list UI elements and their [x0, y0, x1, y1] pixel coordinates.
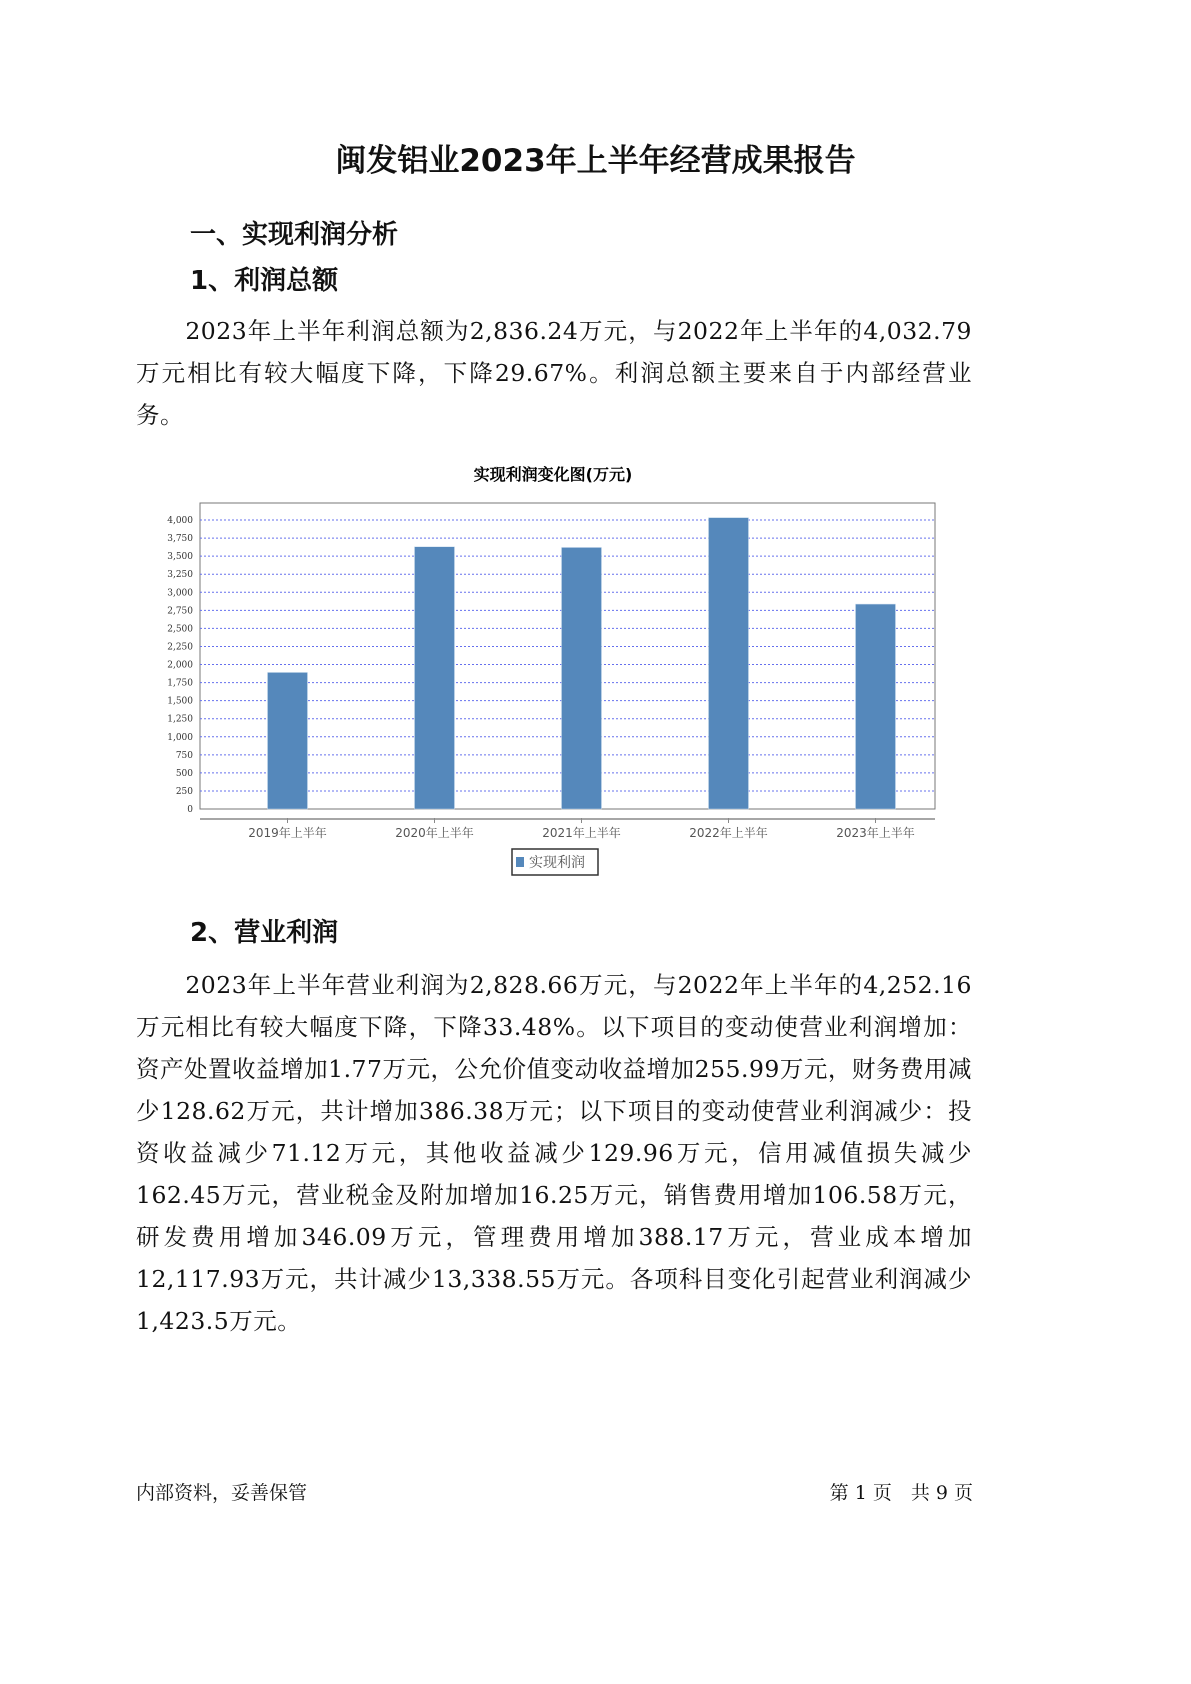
y-tick-label: 4,000 — [167, 516, 193, 526]
legend-label: 实现利润 — [529, 855, 585, 871]
y-tick-label: 3,500 — [167, 552, 193, 563]
y-tick-label: 1,750 — [167, 678, 193, 689]
paragraph-profit-total: 2023年上半年利润总额为2,836.24万元，与2022年上半年的4,032.79万元相比有较大幅度下降，下降29.67%。利润总额主要来自于内部经营业务。 — [136, 317, 972, 429]
y-tick-label: 1,500 — [167, 696, 193, 707]
bar-2020年上半年 — [415, 547, 455, 809]
y-tick-label: 0 — [187, 805, 193, 815]
footer-page-number: 第 1 页 共 9 页 — [829, 1482, 973, 1504]
y-tick-label: 250 — [175, 786, 193, 797]
x-tick-label: 2023年上半年 — [836, 826, 915, 840]
x-tick-label: 2020年上半年 — [395, 826, 474, 840]
y-tick-label: 2,000 — [167, 660, 193, 671]
x-tick-label: 2021年上半年 — [542, 826, 621, 840]
profit-bar-chart — [150, 455, 1020, 895]
chart-title: 实现利润变化图(万元) — [473, 465, 633, 484]
y-tick-label: 3,000 — [167, 588, 193, 599]
y-tick-label: 2,250 — [167, 642, 193, 653]
x-tick-label: 2022年上半年 — [689, 826, 768, 840]
y-tick-label: 3,250 — [167, 570, 193, 581]
bar-2019年上半年 — [268, 672, 308, 809]
y-tick-label: 2,750 — [167, 606, 193, 617]
y-tick-label: 3,750 — [167, 534, 193, 545]
subsection-heading: 1、利润总额 — [190, 266, 339, 296]
subsection-heading: 2、营业利润 — [190, 918, 339, 948]
bar-2021年上半年 — [562, 547, 602, 809]
y-tick-label: 2,500 — [167, 624, 193, 635]
paragraph-operating-profit: 2023年上半年营业利润为2,828.66万元，与2022年上半年的4,252.16万元相比有较大幅度下降，下降33.48%。以下项目的变动使营业利润增加：资产处置收益增加1.77万元，公允价值变动收益增加255.99万元，财务费用减少128.62万元，共计增加386.38万元；以下项目的变动使营业利润减少：投资收益减少71.12万元，其他收益减少129.96万元，信用减值损失减少162.45万元，营业税金及附加增加16.25万元，销售费用增加106.58万元，研发费用增加346.09万元，管理费用增加388.17万元，营业成本增加12,117.93万元，共计减少13,338.55万元。各项科目变化引起营业利润减少1,423.5万元。 — [136, 971, 972, 1335]
bar-2022年上半年 — [709, 518, 749, 809]
footer-confidential: 内部资料，妥善保管 — [136, 1482, 308, 1504]
y-tick-label: 750 — [175, 750, 193, 761]
section-heading: 一、实现利润分析 — [190, 220, 399, 250]
y-tick-label: 500 — [175, 768, 193, 779]
x-tick-label: 2019年上半年 — [248, 826, 327, 840]
legend-swatch — [516, 857, 524, 867]
y-tick-label: 1,000 — [167, 732, 193, 743]
y-tick-label: 1,250 — [167, 714, 193, 725]
bar-2023年上半年 — [856, 604, 896, 809]
report-title: 闽发铝业2023年上半年经营成果报告 — [335, 143, 856, 179]
